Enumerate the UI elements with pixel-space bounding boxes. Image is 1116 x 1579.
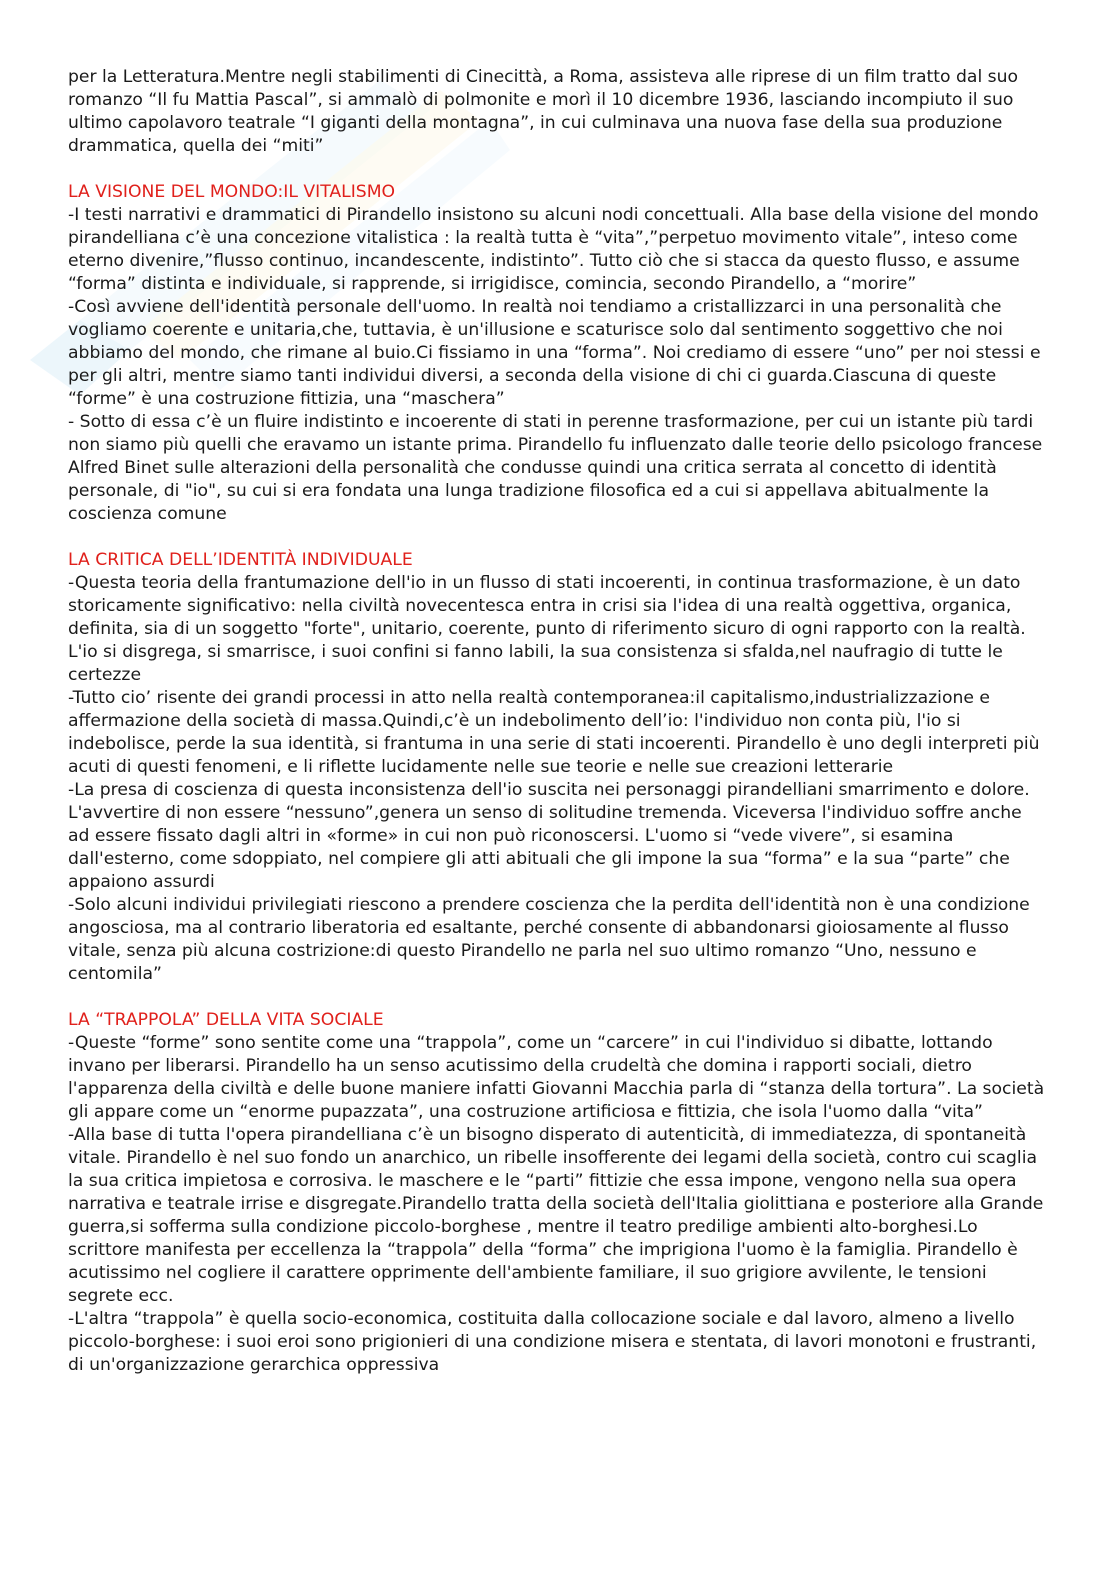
paragraph: -Solo alcuni individui privilegiati riescono a prendere coscienza che la perdita dell'identità non è una condizione angosciosa, ma al contrario liberatoria ed esaltante, perché consente di abbandonarsi gioiosamente al flusso vitale, senza più alcuna costrizione:di questo Pirandello ne parla nel suo ultimo romanzo “Uno, nessuno e centomila” [68,895,1030,984]
paragraph: -Alla base di tutta l'opera pirandelliana c’è un bisogno disperato di autenticità, di immediatezza, di spontaneità vitale. Pirandello è nel suo fondo un anarchico, un ribelle insofferente dei legami della società, contro cui scaglia la sua critica impietosa e corrosiva. le maschere e le “parti” fittizie che essa impone, vengono nella sua opera narrativa e teatrale irrise e disgregate.Pirandello tratta della società dell'Italia giolittiana e posteriore alla Grande guerra,si sofferma sulla condizione piccolo-borghese , mentre il teatro predilige ambienti alto-borghesi.Lo scrittore manifesta per eccellenza la “trappola” della “forma” che imprigiona l'uomo è la famiglia. Pirandello è acutissimo nel cogliere il carattere opprimente dell'ambiente familiare, il suo grigiore avvilente, le tensioni segrete ecc. [68,1125,1044,1306]
paragraph: -L'altra “trappola” è quella socio-economica, costituita dalla collocazione sociale e dal lavoro, almeno a livello piccolo-borghese: i suoi eroi sono prigionieri di una condizione misera e stentata, di lavori monotoni e frustranti, di un'organizzazione gerarchica oppressiva [68,1309,1037,1375]
section-heading: LA VISIONE DEL MONDO:IL VITALISMO [68,182,396,202]
section-intro [68,66,1048,158]
paragraph: -Tutto cio’ risente dei grandi processi in atto nella realtà contemporanea:il capitalismo,industrializzazione e affermazione della società di massa.Quindi,c’è un indebolimento dell’io: l'individuo non conta più, l'io si indebolisce, perde la sua identità, si frantuma in una serie di stati incoerenti. Pirandello è uno degli interpreti più acuti di questi fenomeni, e li riflette lucidamente nelle sue teorie e nelle sue creazioni letterarie [68,688,1040,777]
paragraph: - Sotto di essa c’è un fluire indistinto e incoerente di stati in perenne trasformazione, per cui un istante più tardi non siamo più quelli che eravamo un istante prima. Pirandello fu influenzato dalle teorie dello psicologo francese Alfred Binet sulle alterazioni della personalità che condusse quindi una critica serrata al concetto di identità personale, di "io", su cui si era fondata una lunga tradizione filosofica ed a cui si appellava abitualmente la coscienza comune [68,412,1043,524]
section-vitalismo [68,181,1048,526]
paragraph: -Così avviene dell'identità personale dell'uomo. In realtà noi tendiamo a cristallizzarci in una personalità che vogliamo coerente e unitaria,che, tuttavia, è un'illusione e scaturisce solo dal sentimento soggettivo che noi abbiamo del mondo, che rimane al buio.Ci fissiamo in una “forma”. Noi crediamo di essere “uno” per noi stessi e per gli altri, mentre siamo tanti individui diversi, a seconda della visione di chi ci guarda.Ciascuna di queste “forme” è una costruzione fittizia, una “maschera” [68,297,1041,409]
section-heading: LA “TRAPPOLA” DELLA VITA SOCIALE [68,1010,384,1030]
paragraph: -Queste “forme” sono sentite come una “trappola”, come un “carcere” in cui l'individuo si dibatte, lottando invano per liberarsi. Pirandello ha un senso acutissimo della crudeltà che domina i rapporti sociali, dietro l'apparenza della civiltà e delle buone maniere infatti Giovanni Macchia parla di “stanza della tortura”. La società gli appare come un “enorme pupazzata”, una costruzione artificiosa e fittizia, che isola l'uomo dalla “vita” [68,1033,1045,1122]
document-page [68,66,1048,1400]
paragraph: -La presa di coscienza di questa inconsistenza dell'io suscita nei personaggi pirandelliani smarrimento e dolore. L'avvertire di non essere “nessuno”,genera un senso di solitudine tremenda. Viceversa l'individuo soffre anche ad essere fissato dagli altri in «forme» in cui non può riconoscersi. L'uomo si “vede vivere”, si esamina dall'esterno, come sdoppiato, nel compiere gli atti abituali che gli impone la sua “forma” e la sua “parte” che appaiono assurdi [68,780,1030,892]
section-trappola-sociale [68,1009,1048,1377]
paragraph: -I testi narrativi e drammatici di Pirandello insistono su alcuni nodi concettuali. Alla base della visione del mondo pirandelliana c’è una concezione vitalistica : la realtà tutta è “vita”,”perpetuo movimento vitale”, inteso come eterno divenire,”flusso continuo, incandescente, indistinto”. Tutto ciò che si stacca da questo flusso, e assume “forma” distinta e individuale, si rapprende, si irrigidisce, comincia, secondo Pirandello, a “morire” [68,205,1039,294]
paragraph: -Questa teoria della frantumazione dell'io in un flusso di stati incoerenti, in continua trasformazione, è un dato storicamente significativo: nella civiltà novecentesca entra in crisi sia l'idea di una realtà oggettiva, organica, definita, sia di un soggetto "forte", unitario, coerente, punto di riferimento sicuro di ogni rapporto con la realtà. L'io si disgrega, si smarrisce, i suoi confini si fanno labili, la sua consistenza si sfalda,nel naufragio di tutte le certezze [68,573,1026,685]
paragraph: per la Letteratura.Mentre negli stabilimenti di Cinecittà, a Roma, assisteva alle riprese di un film tratto dal suo romanzo “Il fu Mattia Pascal”, si ammalò di polmonite e morì il 10 dicembre 1936, lasciando incompiuto il suo ultimo capolavoro teatrale “I giganti della montagna”, in cui culminava una nuova fase della sua produzione drammatica, quella dei “miti” [68,67,1019,156]
section-critica-identita [68,549,1048,986]
section-heading: LA CRITICA DELL’IDENTITÀ INDIVIDUALE [68,550,413,570]
